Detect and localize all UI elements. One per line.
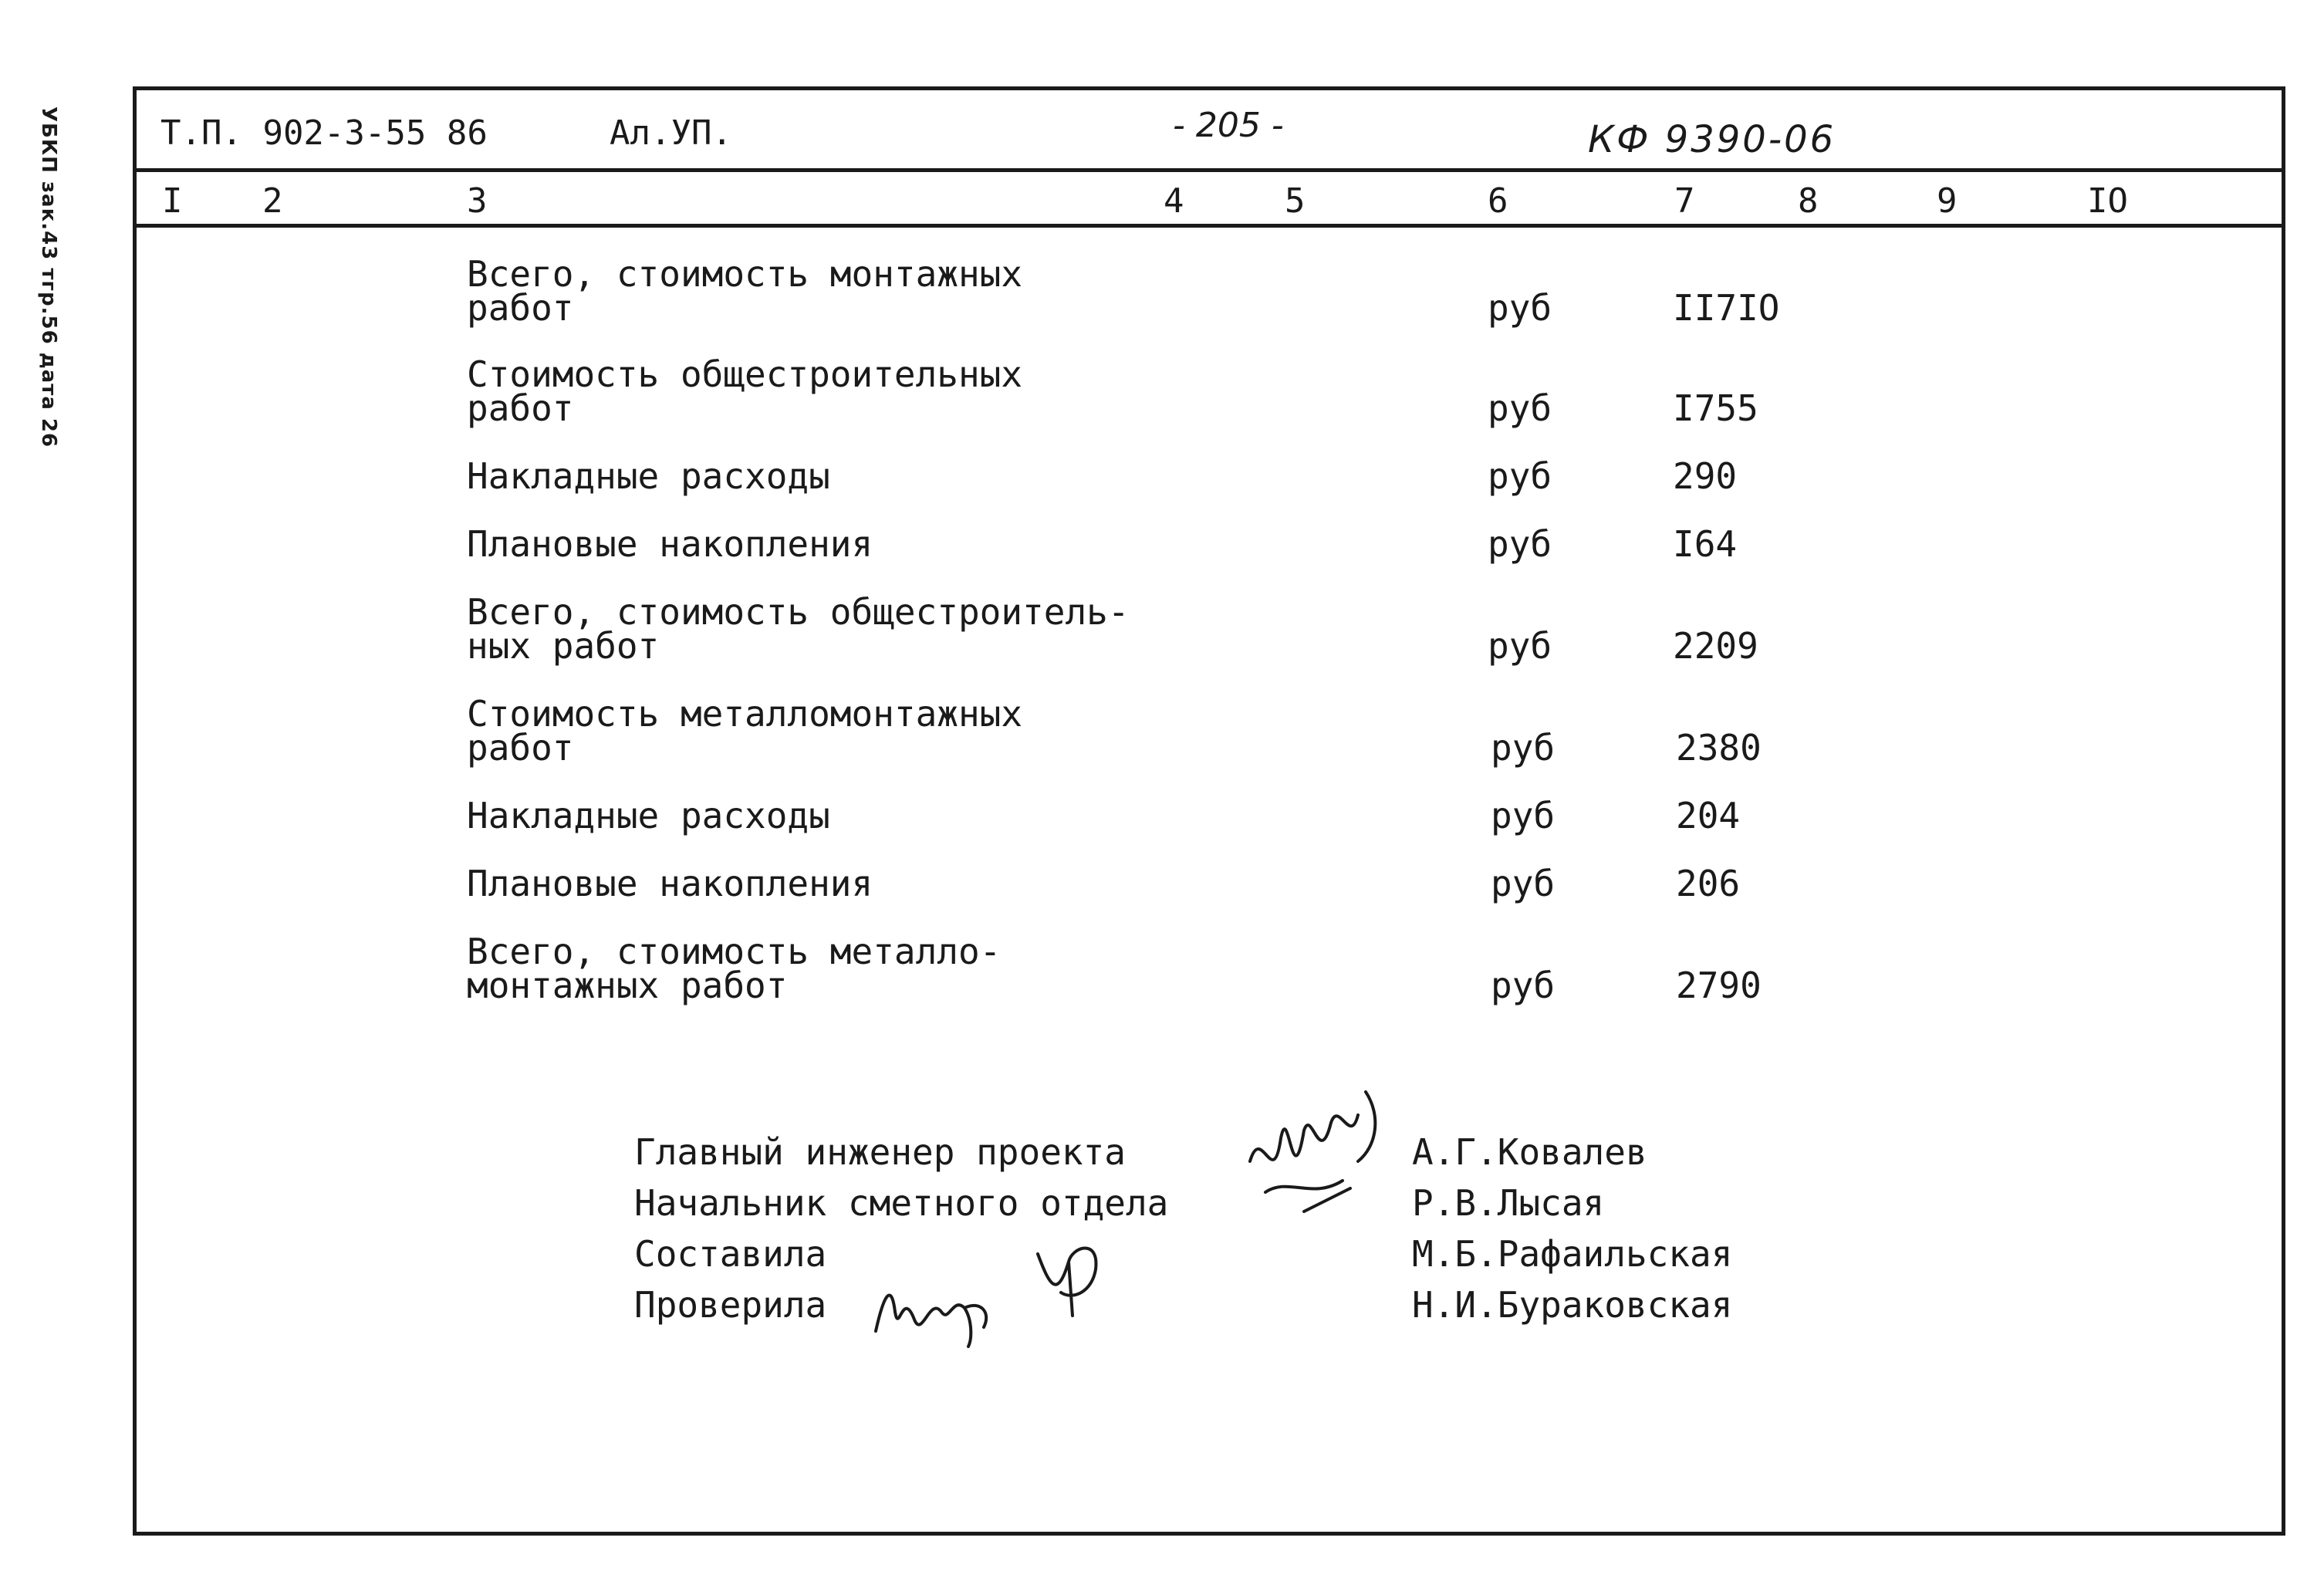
row-value: 2380 <box>1676 727 1762 769</box>
row-name-line: ных работ <box>467 625 660 667</box>
row-value: 2790 <box>1676 965 1762 1006</box>
row-unit: руб <box>1491 795 1556 836</box>
column-number: 8 <box>1798 181 1819 221</box>
handwritten-signature <box>1026 1231 1111 1323</box>
row-name-line: монтажных работ <box>467 965 788 1006</box>
signature-role: Главный инженер проекта <box>634 1131 1126 1173</box>
signatory-name: Н.И.Бураковская <box>1412 1284 1733 1326</box>
handwritten-signature <box>1235 1076 1389 1231</box>
column-number: 9 <box>1937 181 1957 221</box>
row-value: 290 <box>1673 455 1738 497</box>
row-name-line: Стоимость общестроительных <box>467 353 1023 395</box>
row-name-line: Накладные расходы <box>467 455 830 497</box>
column-header-divider <box>133 224 2282 228</box>
header-divider <box>133 168 2282 172</box>
row-name-line: работ <box>467 387 574 429</box>
row-name-line: работ <box>467 727 574 769</box>
row-value: 2209 <box>1673 625 1758 667</box>
page-number: - 205 - <box>1173 106 1284 145</box>
signatory-name: А.Г.Ковалев <box>1412 1131 1647 1173</box>
row-unit: руб <box>1488 523 1552 565</box>
row-unit: руб <box>1488 625 1552 667</box>
row-value: I755 <box>1673 387 1758 429</box>
row-name-line: Накладные расходы <box>467 795 830 836</box>
signature-role: Составила <box>634 1233 827 1275</box>
column-number: I <box>162 181 183 221</box>
album-label: Ал.УП. <box>610 113 732 153</box>
project-number: Т.П. 902-3-55 86 <box>160 113 488 153</box>
signature-role: Проверила <box>634 1284 827 1326</box>
row-unit: руб <box>1488 387 1552 429</box>
column-number: 4 <box>1164 181 1184 221</box>
row-name-line: Плановые накопления <box>467 523 873 565</box>
document-frame <box>133 86 2285 1536</box>
row-name-line: Всего, стоимость монтажных <box>467 253 1023 295</box>
row-name-line: работ <box>467 287 574 329</box>
row-unit: руб <box>1488 455 1552 497</box>
signature-role: Начальник сметного отдела <box>634 1182 1169 1224</box>
row-name-line: Всего, стоимость общестроитель- <box>467 591 1130 633</box>
row-unit: руб <box>1491 863 1556 904</box>
row-value: 206 <box>1676 863 1741 904</box>
row-value: II7IO <box>1673 287 1780 329</box>
signatory-name: Р.В.Лысая <box>1412 1182 1605 1224</box>
column-number: IO <box>2087 181 2128 221</box>
row-unit: руб <box>1491 965 1556 1006</box>
row-unit: руб <box>1488 287 1552 329</box>
column-number: 2 <box>262 181 283 221</box>
row-name-line: Стоимость металломонтажных <box>467 693 1023 735</box>
column-number: 3 <box>467 181 488 221</box>
row-name-line: Всего, стоимость металло- <box>467 931 1002 972</box>
side-stamp: УБКП зак.43 тгр.56 дата 26 <box>37 106 60 448</box>
document-code: КФ 9390-06 <box>1588 118 1836 161</box>
row-value: I64 <box>1673 523 1738 565</box>
row-unit: руб <box>1491 727 1556 769</box>
column-number: 6 <box>1488 181 1508 221</box>
row-value: 204 <box>1676 795 1741 836</box>
signatory-name: М.Б.Рафаильская <box>1412 1233 1733 1275</box>
column-number: 5 <box>1285 181 1306 221</box>
column-number: 7 <box>1674 181 1695 221</box>
row-name-line: Плановые накопления <box>467 863 873 904</box>
handwritten-signature <box>856 1266 1011 1350</box>
